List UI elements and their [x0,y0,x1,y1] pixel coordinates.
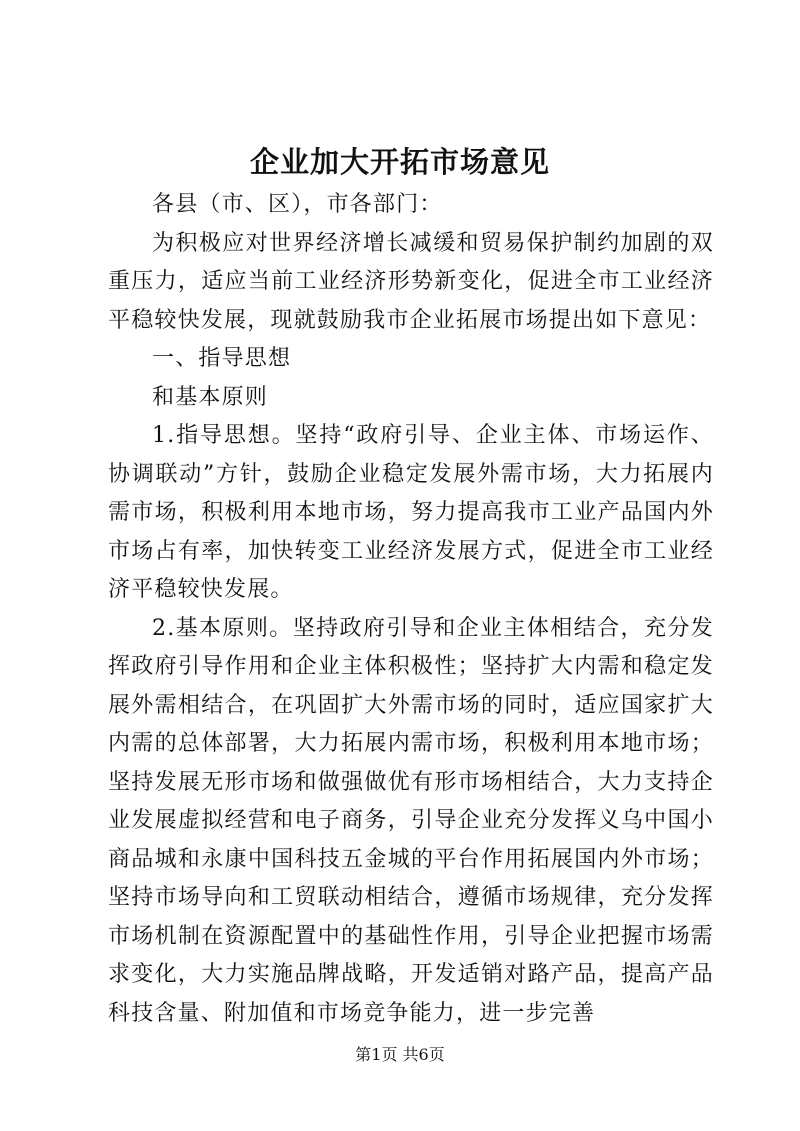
guiding-ideology-paragraph: 1.指导思想。坚持“政府引导、企业主体、市场运作、协调联动”方针，鼓励企业稳定发展外需市场，大力拓展内需市场，积极利用本地市场，努力提高我市工业产品国内外市场占有率，加快转变工业经济发展方式，促进全市工业经济平稳较快发展。 [108,423,714,602]
document-title: 企业加大开拓市场意见 [249,145,550,179]
section-heading: 一、指导思想 [152,346,292,371]
basic-principles-paragraph: 2.基本原则。坚持政府引导和企业主体相结合，充分发挥政府引导作用和企业主体积极性；坚持扩大内需和稳定发展外需相结合，在巩固扩大外需市场的同时，适应国家扩大内需的总体部署，大力拓展内需市场，积极利用本地市场；坚持发展无形市场和做强做优有形市场相结合，大力支持企业发展虚拟经营和电子商务，引导企业充分发挥义乌中国小商品城和永康中国科技五金城的平台作用拓展国内外市场；坚持市场导向和工贸联动相结合，遵循市场规律，充分发挥市场机制在资源配置中的基础性作用，引导企业把握市场需求变化，大力实施品牌战略，开发适销对路产品，提高产品科技含量、附加值和市场竞争能力，进一步完善 [108,615,714,1026]
page-number-footer: 第1页 共6页 [355,1045,445,1064]
intro-paragraph: 为积极应对世界经济增长减缓和贸易保护制约加剧的双重压力，适应当前工业经济形势新变化，促进全市工业经济平稳较快发展，现就鼓励我市企业拓展市场提出如下意见： [108,230,714,333]
section-heading-continued: 和基本原则 [152,384,269,410]
salutation-paragraph: 各县（市、区），市各部门： [152,192,443,217]
document-body [108,186,714,1033]
